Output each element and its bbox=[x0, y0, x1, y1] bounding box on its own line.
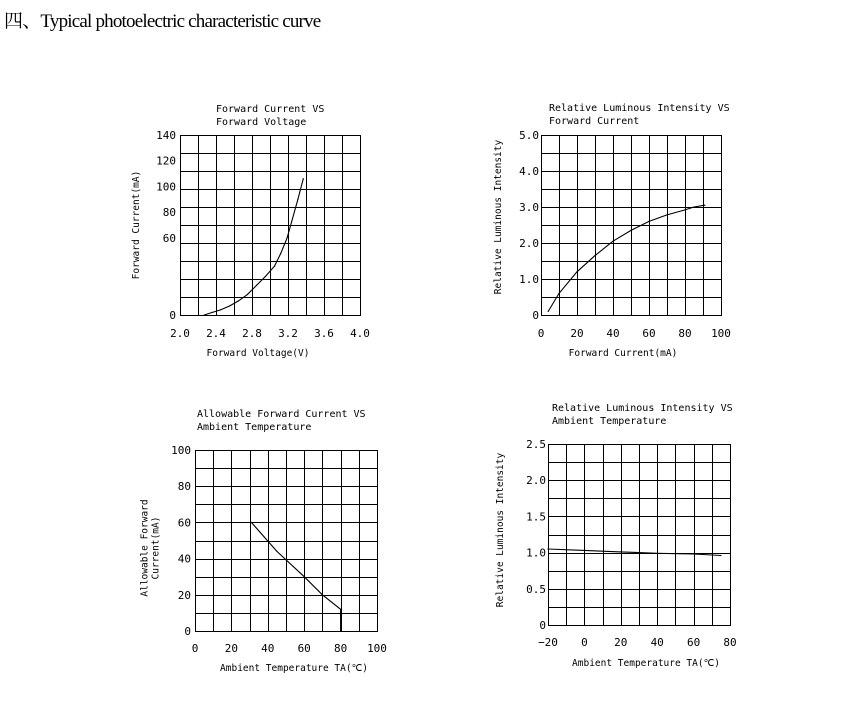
c1-data-point bbox=[247, 294, 248, 295]
c2-data-point bbox=[666, 214, 667, 215]
c3-data-point bbox=[251, 522, 252, 523]
c1-y-tick-label: 100 bbox=[156, 180, 176, 194]
c2-x-tick-label: 40 bbox=[606, 327, 620, 340]
c4-y-tick-label: 0 bbox=[539, 619, 546, 632]
c1-x-axis-label: Forward Voltage(V) bbox=[206, 348, 310, 359]
c3-x-axis-label: Ambient Temperature TA(℃) bbox=[220, 663, 368, 674]
c2-data-point bbox=[576, 271, 577, 272]
c1-x-tick-label: 3.6 bbox=[314, 327, 334, 340]
c2-x-axis-label: Forward Current(mA) bbox=[568, 348, 678, 359]
c1-data-point bbox=[212, 312, 213, 313]
c4-y-tick-label: 1.0 bbox=[526, 546, 546, 560]
c4-x-tick-label: 60 bbox=[686, 636, 701, 649]
c1-title-line-1: Forward Voltage bbox=[216, 117, 307, 128]
c3-data-point bbox=[304, 576, 305, 577]
c1-y-tick-label: 80 bbox=[162, 206, 176, 220]
c3-y-axis-label bbox=[140, 499, 162, 596]
c1-y-axis-label-line-0: Forward Current(mA) bbox=[131, 170, 142, 280]
c3-y-tick-label: 100 bbox=[171, 444, 191, 457]
c1-data-point bbox=[229, 305, 230, 306]
c4-y-tick-label: 2.5 bbox=[526, 438, 546, 451]
c1-data-point bbox=[303, 178, 304, 179]
c3-y-tick-label: 0 bbox=[184, 625, 191, 638]
c3-x-tick-label: 80 bbox=[333, 642, 348, 655]
c3-x-tick-label: 0 bbox=[191, 642, 199, 655]
c2-y-axis-label-line-0: Relative Luminous Intensity bbox=[493, 139, 504, 295]
c2-y-tick-label: 2.0 bbox=[519, 237, 539, 250]
c3-y-tick-label: 20 bbox=[177, 588, 191, 602]
c3-x-tick-label: 20 bbox=[224, 642, 239, 655]
c1-data-point bbox=[265, 276, 266, 277]
c2-data-point bbox=[648, 221, 649, 222]
c4-x-tick-label: 80 bbox=[723, 636, 737, 649]
c4-data-point bbox=[693, 553, 694, 554]
c4-data-point bbox=[657, 553, 658, 554]
c1-y-tick-label: 0 bbox=[169, 309, 176, 322]
c4-data-point bbox=[720, 555, 721, 556]
c1-x-tick-label: 3.2 bbox=[278, 327, 298, 340]
c2-chart bbox=[493, 103, 731, 359]
c2-y-axis-label bbox=[493, 140, 504, 295]
c3-chart bbox=[140, 409, 387, 674]
c3-x-tick-label: 60 bbox=[297, 642, 311, 655]
c4-y-tick-label: 2.0 bbox=[526, 474, 546, 488]
c3-series-line-0 bbox=[251, 522, 340, 631]
c2-data-point bbox=[684, 209, 685, 210]
c1-data-point bbox=[238, 300, 239, 301]
c3-y-axis-label-line-1: Current(mA) bbox=[150, 516, 162, 580]
c3-data-point bbox=[322, 594, 323, 595]
c2-data-point bbox=[704, 205, 705, 206]
c1-x-tick-label: 2.8 bbox=[242, 327, 262, 340]
c2-title-line-0: Relative Luminous Intensity VS bbox=[549, 103, 730, 114]
c2-x-tick-label: 0 bbox=[537, 327, 545, 340]
c1-data-point bbox=[292, 218, 293, 219]
c3-title-line-0: Allowable Forward Current VS bbox=[197, 409, 366, 420]
c3-x-tick-label: 100 bbox=[367, 642, 387, 655]
c1-x-tick-label: 2.0 bbox=[170, 327, 190, 340]
c4-x-axis-label: Ambient Temperature TA(℃) bbox=[572, 658, 720, 669]
c2-x-tick-label: 80 bbox=[678, 327, 692, 340]
c2-data-point bbox=[558, 293, 559, 294]
c1-chart bbox=[131, 104, 370, 359]
page-heading: 四、Typical photoelectric characteristic curve bbox=[4, 11, 321, 32]
c2-y-tick-label: 0 bbox=[532, 309, 539, 322]
c1-y-axis-label bbox=[131, 171, 142, 280]
c1-data-point bbox=[287, 237, 288, 238]
c1-x-tick-label: 4.0 bbox=[350, 327, 370, 340]
c4-data-point bbox=[547, 548, 548, 549]
c4-chart bbox=[495, 403, 737, 669]
c2-data-point bbox=[548, 311, 549, 312]
c4-data-point bbox=[620, 551, 621, 552]
c1-y-tick-label: 60 bbox=[162, 231, 176, 245]
c1-y-tick-label: 120 bbox=[156, 154, 176, 168]
c2-y-tick-label: 3.0 bbox=[519, 201, 539, 214]
c2-data-point bbox=[612, 241, 613, 242]
c2-x-tick-label: 20 bbox=[570, 327, 584, 340]
c2-data-point bbox=[693, 206, 694, 207]
c1-y-tick-label: 140 bbox=[156, 129, 176, 142]
c2-series-line-0 bbox=[548, 205, 705, 311]
c2-y-tick-label: 1.0 bbox=[519, 273, 539, 286]
c4-x-tick-label: 20 bbox=[614, 636, 628, 649]
c2-y-tick-label: 5.0 bbox=[519, 129, 539, 142]
c1-title-line-0: Forward Current VS bbox=[216, 104, 325, 115]
c4-title-line-0: Relative Luminous Intensity VS bbox=[552, 403, 733, 414]
c4-title-line-1: Ambient Temperature bbox=[552, 416, 667, 427]
c4-y-tick-label: 1.5 bbox=[526, 510, 546, 524]
c4-x-tick-label: −20 bbox=[538, 636, 558, 649]
c2-x-tick-label: 100 bbox=[711, 327, 731, 340]
c1-data-point bbox=[256, 285, 257, 286]
c3-y-tick-label: 80 bbox=[177, 480, 191, 494]
c3-data-point bbox=[340, 630, 341, 631]
c4-y-axis-label bbox=[495, 453, 506, 608]
c4-y-tick-label: 0.5 bbox=[526, 582, 546, 596]
c1-x-tick-label: 2.4 bbox=[206, 327, 226, 340]
c3-y-tick-label: 60 bbox=[177, 516, 191, 530]
c3-data-point bbox=[340, 609, 341, 610]
c1-data-point bbox=[280, 253, 281, 254]
c2-data-point bbox=[594, 255, 595, 256]
c4-x-tick-label: 0 bbox=[581, 636, 588, 649]
c3-title-line-1: Ambient Temperature bbox=[197, 422, 312, 433]
c4-x-tick-label: 40 bbox=[650, 636, 664, 649]
c2-data-point bbox=[630, 230, 631, 231]
c1-data-point bbox=[204, 314, 205, 315]
c1-data-point bbox=[220, 309, 221, 310]
c2-y-tick-label: 4.0 bbox=[519, 165, 539, 178]
c4-y-axis-label-line-0: Relative Luminous Intensity bbox=[495, 452, 506, 608]
c3-data-point bbox=[276, 551, 277, 552]
c2-x-tick-label: 60 bbox=[642, 327, 656, 340]
c1-data-point bbox=[274, 266, 275, 267]
c3-y-tick-label: 40 bbox=[177, 552, 191, 566]
c3-y-axis-label-line-0: Allowable Forward bbox=[139, 499, 151, 597]
c1-data-point bbox=[297, 199, 298, 200]
c4-data-point bbox=[584, 550, 585, 551]
c3-x-tick-label: 40 bbox=[261, 642, 275, 655]
c2-title-line-1: Forward Current bbox=[549, 116, 640, 127]
